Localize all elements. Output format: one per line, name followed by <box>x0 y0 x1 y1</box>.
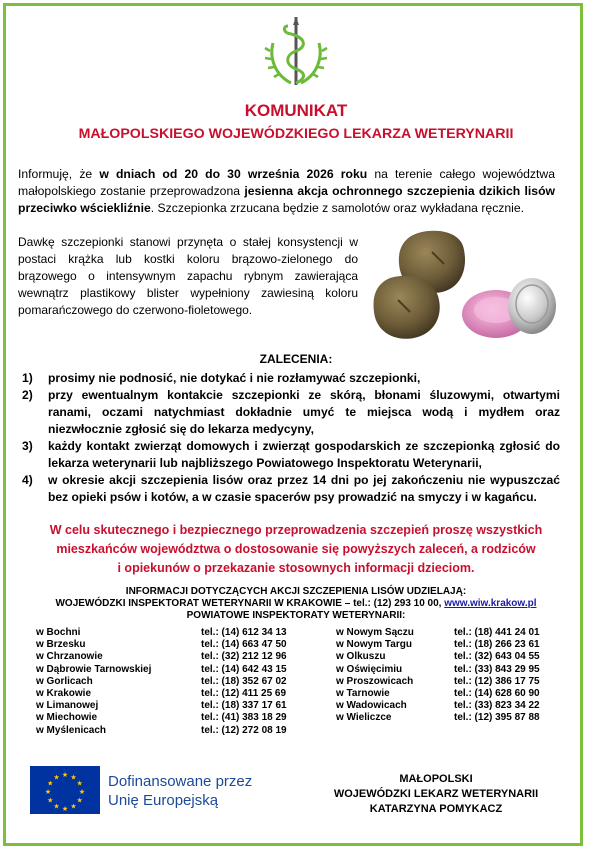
eu-funding-logo <box>30 766 270 816</box>
item-number: 3) <box>22 439 33 453</box>
office-place: w Myślenicach <box>36 724 107 736</box>
office-place: w Wadowicach <box>336 700 407 712</box>
office-place: w Bochni <box>36 627 81 638</box>
appeal-text <box>20 521 572 578</box>
office-phone: tel.: (14) 628 60 90 <box>454 688 540 700</box>
appeal-line: mieszkańców województwa o dostosowanie się powyższych zaleceń, a rodziców <box>56 542 536 556</box>
office-place: w Wieliczce <box>336 712 392 724</box>
intro-text: Informuję, że <box>18 167 100 181</box>
svg-text:★: ★ <box>47 779 54 788</box>
office-place: w Chrzanowie <box>36 651 103 663</box>
item-number: 2) <box>22 388 33 402</box>
eu-line: Dofinansowane przez <box>108 773 253 790</box>
item-text: każdy kontakt zwierząt domowych i zwierząt gospodarskich ze szczepionką zgłosić do lekarza weterynarii lub najbliższego Powiatowego Inspektoratu Weterynarii, <box>48 439 560 470</box>
office-phone: tel.: (12) 272 08 19 <box>201 724 287 736</box>
eu-line: Unię Europejską <box>108 792 219 809</box>
office-place: w Dąbrowie Tarnowskiej <box>36 663 152 675</box>
veterinary-caduceus-logo <box>261 13 331 91</box>
svg-text:★: ★ <box>61 771 69 779</box>
intro-text: . Szczepionka zrzucana będzie z samolotów oraz wykładana ręcznie. <box>150 201 525 215</box>
svg-text:★: ★ <box>53 773 60 782</box>
office-phone: tel.: (14) 642 43 15 <box>201 663 287 675</box>
intro-text: na terenie całego województwa małopolskiego zostanie przeprowadzona <box>18 167 555 198</box>
website-link[interactable]: www.wiw.krakow.pl <box>444 598 537 609</box>
signature-line: MAŁOPOLSKI <box>399 773 473 785</box>
offices-right-phones <box>454 627 564 725</box>
appeal-line: W celu skutecznego i bezpiecznego przeprowadzenia szczepień proszę wszystkich <box>49 523 543 537</box>
office-place: w Olkuszu <box>336 651 386 663</box>
svg-text:★: ★ <box>61 805 69 813</box>
svg-text:★: ★ <box>70 773 77 782</box>
svg-text:★: ★ <box>53 802 60 811</box>
signature-line: WOJEWÓDZKI LEKARZ WETERYNARII <box>333 788 539 800</box>
office-place: w Tarnowie <box>336 688 390 700</box>
office-phone: tel.: (12) 411 25 69 <box>201 688 287 700</box>
office-phone: tel.: (12) 395 87 88 <box>454 712 540 724</box>
list-item <box>22 472 560 506</box>
svg-text:★: ★ <box>47 796 54 805</box>
item-text: w okresie akcji szczepienia lisów oraz przez 14 dni po jej zakończeniu nie wypuszczać bez opieki psów i kotów, a w czasie spacerów psy prowadzić na smyczy i w kagańcu. <box>48 473 560 504</box>
vaccine-bait-image <box>372 226 560 350</box>
office-place: w Miechowie <box>36 712 98 724</box>
main-office-text: WOJEWÓDZKI INSPEKTORAT WETERYNARII W KRAKOWIE – tel.: (12) 293 10 00, <box>55 598 445 609</box>
office-place: w Krakowie <box>36 688 92 700</box>
page-title: KOMUNIKAT <box>244 101 348 120</box>
office-phone: tel.: (14) 612 34 13 <box>201 627 287 638</box>
vaccine-description: Dawkę szczepionki stanowi przynęta o stałej konsystencji w postaci krążka lub kostki koloru brązowo-zielonego do brązowego o intensywnym zapachu rybnym zawierająca wewnątrz plastikowy blister wypełniony zawiesiną koloru pomarańczowego do czerwono-fioletowego. <box>18 235 358 317</box>
office-place: w Nowym Sączu <box>336 627 414 638</box>
signature-name: KATARZYNA POMYKACZ <box>369 803 503 815</box>
office-place: w Gorlicach <box>36 675 93 687</box>
item-text: przy ewentualnym kontakcie szczepionki ze skórą, błonami śluzowymi, otwartymi ranami, oczami natychmiast dokładnie umyć te miejsca wodą i mydłem oraz niezwłocznie zgłosić się do lekarza medycyny, <box>48 388 560 436</box>
office-place: w Brzesku <box>36 639 86 651</box>
office-phone: tel.: (33) 843 29 95 <box>454 663 540 675</box>
office-place: w Limanowej <box>36 700 99 712</box>
svg-text:★: ★ <box>76 779 83 788</box>
offices-right-places <box>336 627 454 725</box>
signature-block <box>300 772 572 817</box>
info-main-office <box>0 598 592 610</box>
intro-paragraph <box>18 166 555 217</box>
offices-left-phones <box>201 627 336 737</box>
office-phone: tel.: (41) 383 18 29 <box>201 712 287 724</box>
office-phone: tel.: (32) 212 12 96 <box>201 651 287 663</box>
office-phone: tel.: (18) 441 24 01 <box>454 627 540 638</box>
list-item <box>22 370 560 387</box>
item-number: 1) <box>22 371 33 385</box>
page-subtitle: MAŁOPOLSKIEGO WOJEWÓDZKIEGO LEKARZA WETERYNARII <box>78 126 514 142</box>
list-item <box>22 438 560 472</box>
svg-text:★: ★ <box>44 788 52 796</box>
office-phone: tel.: (18) 337 17 61 <box>201 700 287 712</box>
appeal-line: i opiekunów o przekazanie stosownych informacji dzieciom. <box>117 561 475 575</box>
office-phone: tel.: (32) 643 04 55 <box>454 651 540 663</box>
contact-info <box>0 586 592 622</box>
office-phone: tel.: (18) 266 23 61 <box>454 639 540 651</box>
svg-text:★: ★ <box>78 788 86 796</box>
office-phone: tel.: (18) 352 67 02 <box>201 675 287 687</box>
office-place: w Proszowicach <box>336 675 414 687</box>
item-number: 4) <box>22 473 33 487</box>
intro-dates: w dniach od 20 do 30 września 2026 roku <box>99 167 368 181</box>
recommendations-heading: ZALECENIA: <box>259 352 333 366</box>
office-place: w Nowym Targu <box>336 639 412 651</box>
recommendations-list <box>22 370 560 506</box>
eu-flag-icon <box>30 766 100 814</box>
office-place: w Oświęcimiu <box>336 663 403 675</box>
offices-left-places <box>36 627 201 737</box>
svg-text:★: ★ <box>70 802 77 811</box>
intro-action: jesienna akcja ochronnego szczepienia dzikich lisów przeciwko wściekliźnie <box>18 184 556 215</box>
info-heading: INFORMACJI DOTYCZĄCYCH AKCJI SZCZEPIENIA LISÓW UDZIELAJĄ: <box>125 586 467 597</box>
office-phone: tel.: (12) 386 17 75 <box>454 675 540 687</box>
item-text: prosimy nie podnosić, nie dotykać i nie rozłamywać szczepionki, <box>48 371 421 385</box>
office-phone: tel.: (14) 663 47 50 <box>201 639 287 651</box>
list-item <box>22 387 560 438</box>
eu-funding-text <box>108 772 252 810</box>
info-subheading: POWIATOWE INSPEKTORATY WETERYNARII: <box>186 610 406 621</box>
svg-text:★: ★ <box>76 796 83 805</box>
office-phone: tel.: (33) 823 34 22 <box>454 700 540 712</box>
